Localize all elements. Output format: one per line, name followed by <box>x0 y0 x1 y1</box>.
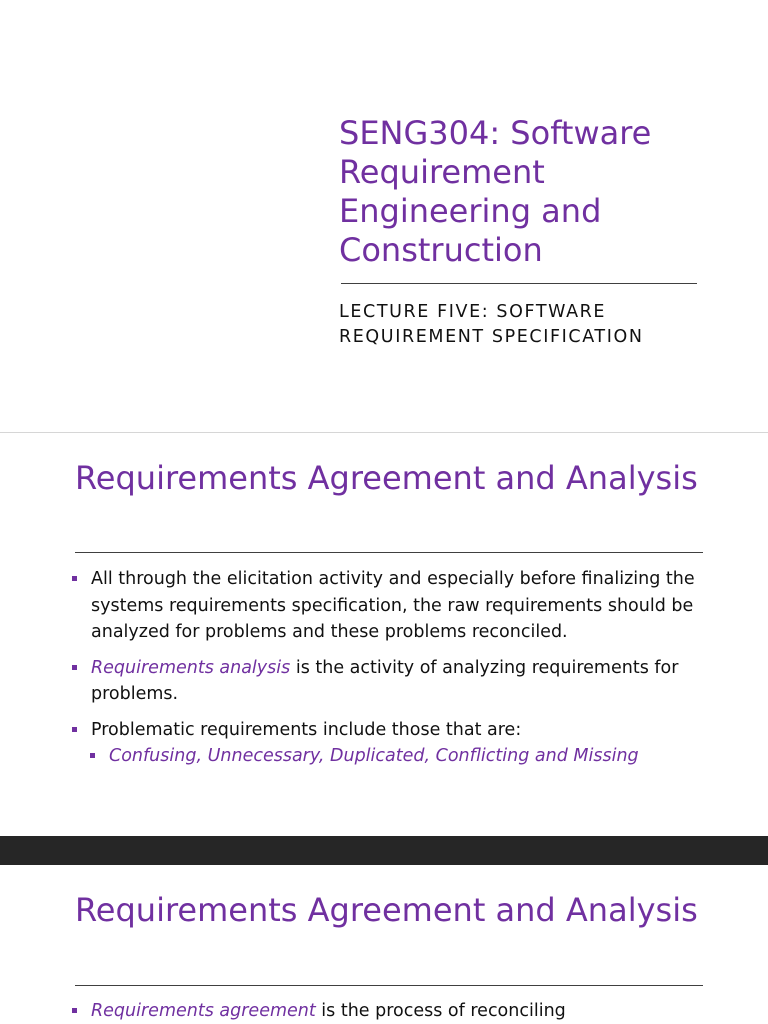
bullet-list <box>72 998 722 1024</box>
bullet-emphasis: Requirements analysis <box>91 657 291 678</box>
title-slide <box>0 0 768 432</box>
title-rule <box>75 985 703 986</box>
slide-title: Requirements Agreement and Analysis <box>75 891 698 929</box>
square-bullet-icon <box>72 1008 77 1013</box>
slide-gap-bar <box>0 836 768 865</box>
slide-title: Requirements Agreement and Analysis <box>75 459 698 497</box>
bullet-text: is the activity of analyzing requirements for problems. <box>91 657 679 704</box>
square-bullet-icon <box>72 665 77 670</box>
square-bullet-icon <box>72 576 77 581</box>
title-rule <box>341 283 697 284</box>
bullet-item <box>72 717 722 744</box>
sub-bullet-text: Confusing, Unnecessary, Duplicated, Conflicting and Missing <box>109 746 639 766</box>
bullet-text: All through the elicitation activity and especially before finalizing the systems requirements specification, the raw requirements should be analyzed for problems and these problems reconciled. <box>91 569 695 642</box>
bullet-item <box>72 655 722 708</box>
square-bullet-icon <box>90 753 95 758</box>
square-bullet-icon <box>72 727 77 732</box>
lecture-subtitle: LECTURE FIVE: SOFTWARE REQUIREMENT SPECIFICATION <box>339 302 644 347</box>
bullet-emphasis: Requirements agreement <box>91 1001 316 1021</box>
course-title: SENG304: Software Requirement Engineering and Construction <box>339 114 652 269</box>
content-slide-agreement <box>0 865 768 1024</box>
bullet-item <box>72 998 722 1024</box>
sub-bullet-item <box>72 743 722 770</box>
bullet-text: is the process of reconciling <box>315 1001 566 1021</box>
bullet-text: Problematic requirements include those that are: <box>91 719 522 740</box>
bullet-list <box>72 566 722 770</box>
bullet-item <box>72 566 722 646</box>
content-slide-analysis <box>0 433 768 836</box>
title-rule <box>75 552 703 553</box>
